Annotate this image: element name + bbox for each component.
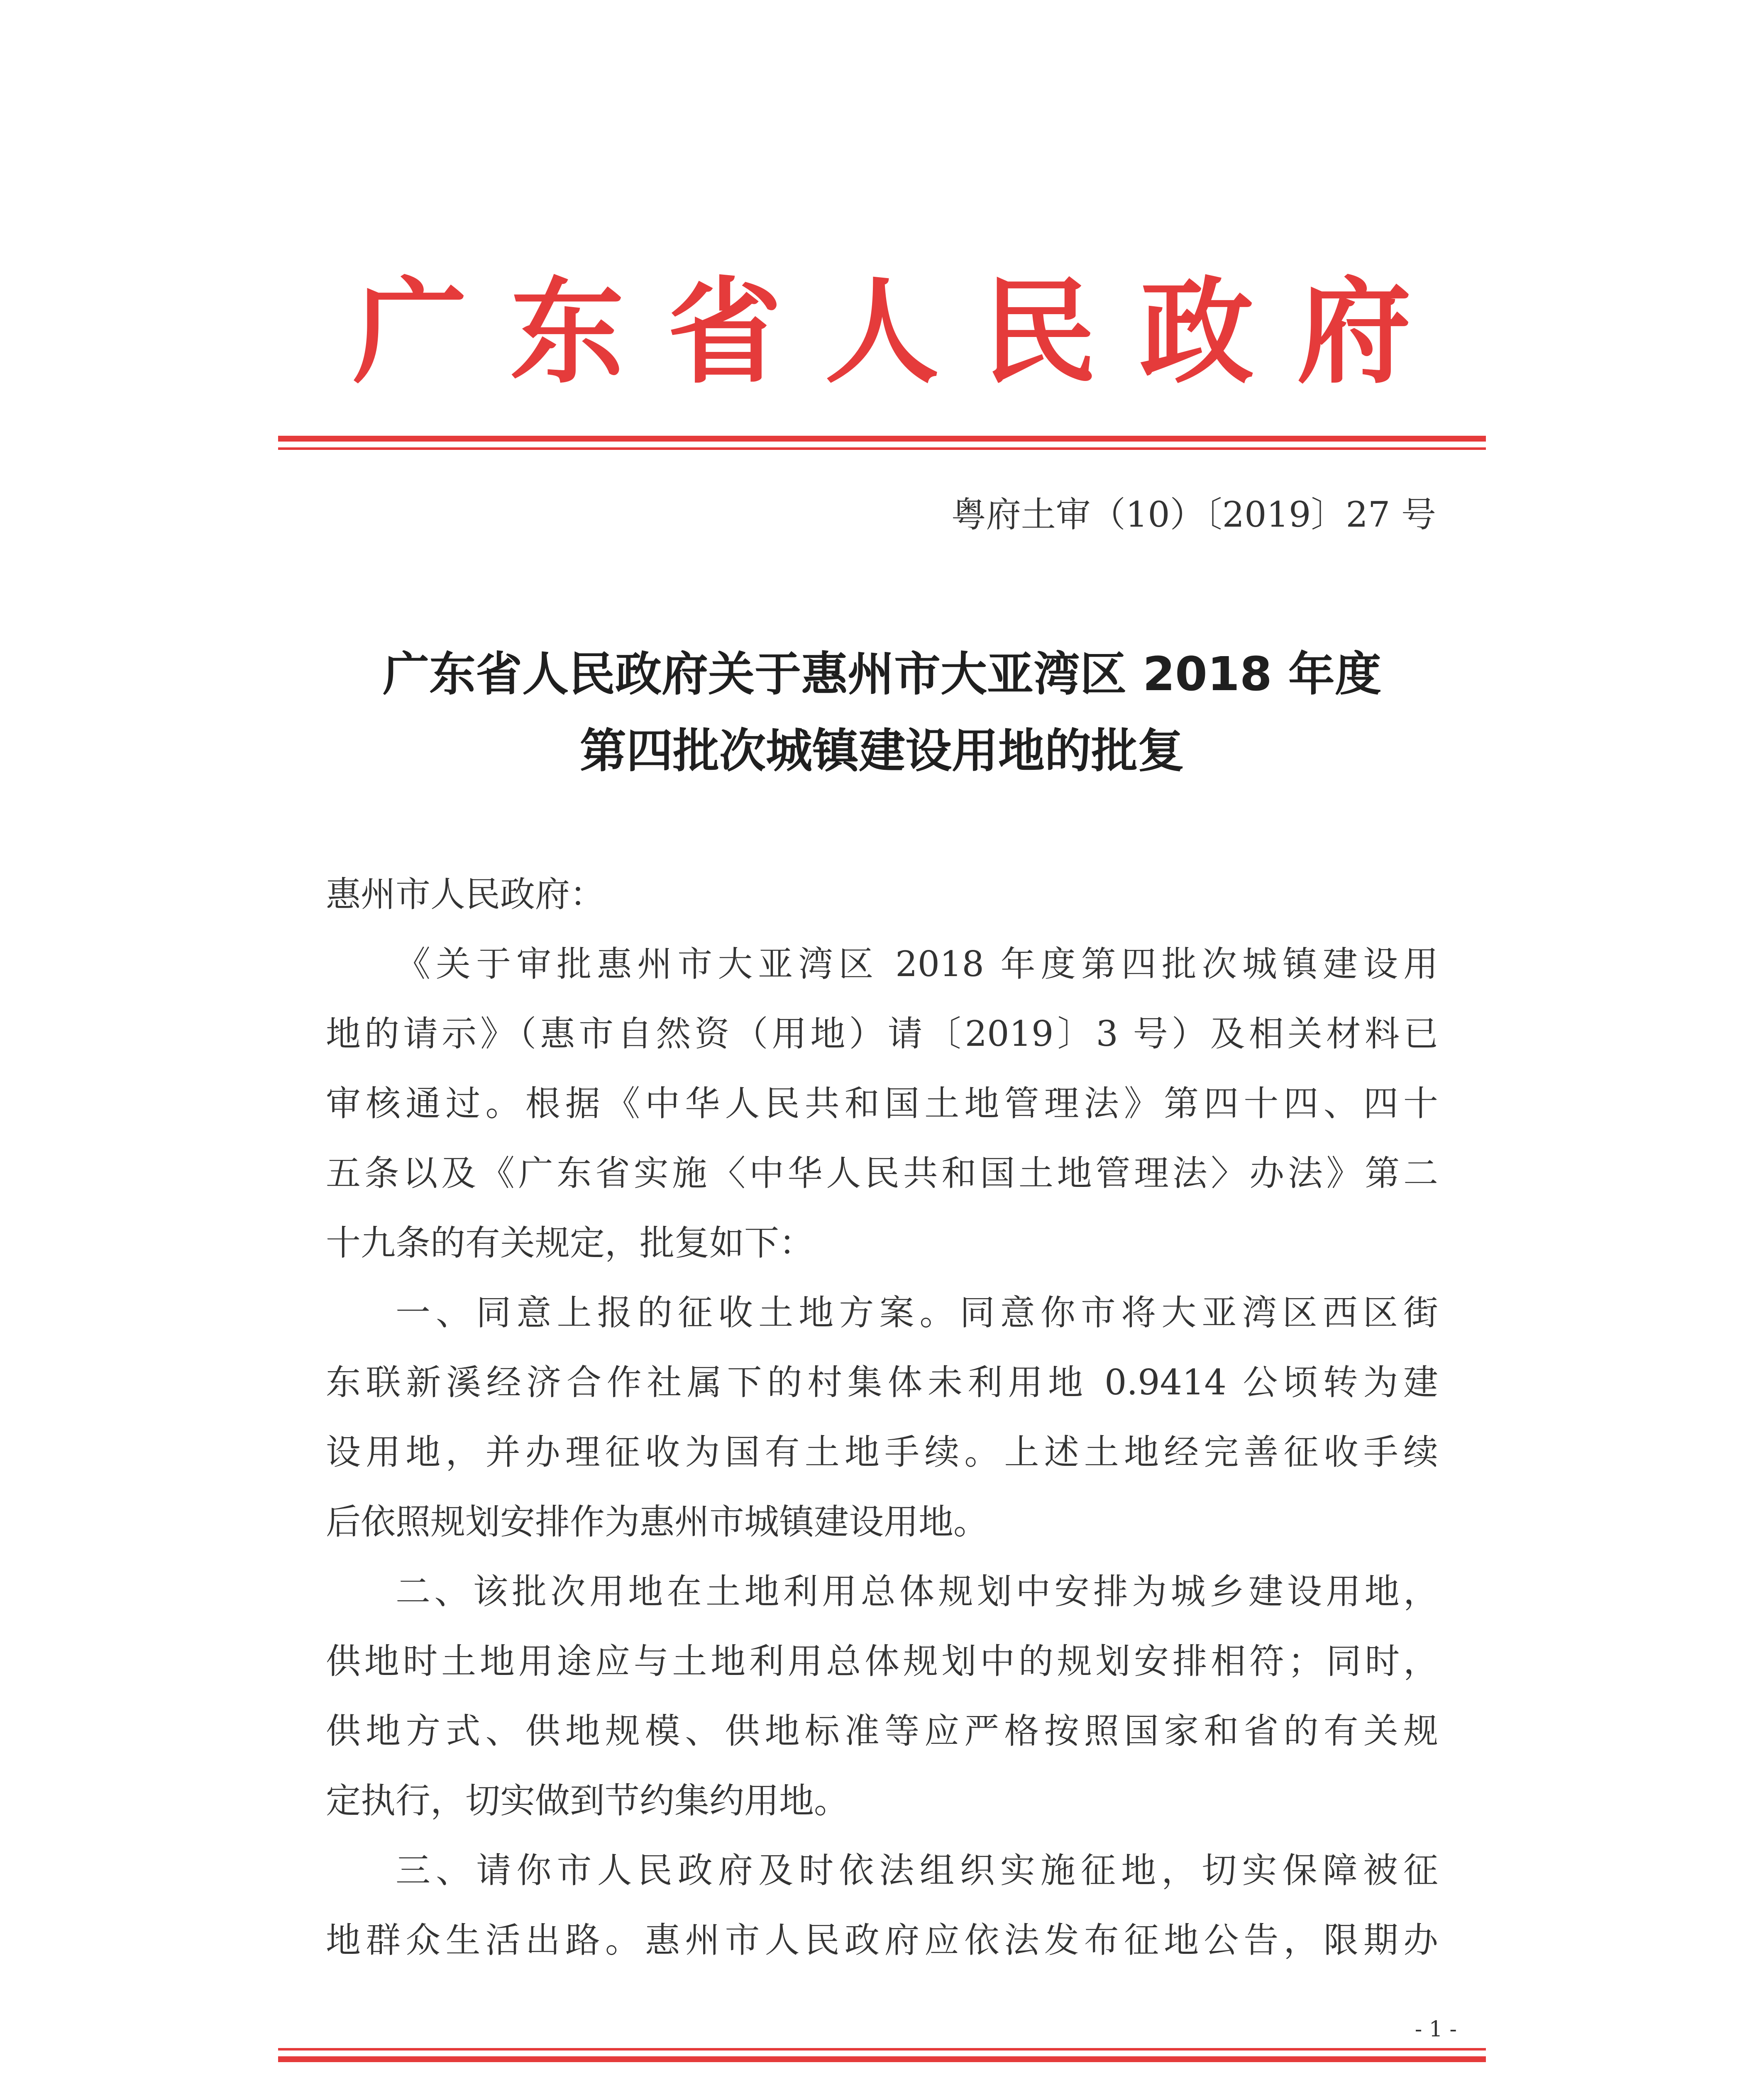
addressee: 惠州市人民政府： bbox=[326, 874, 605, 915]
footer-divider bbox=[278, 2056, 1486, 2062]
page-number: - 1 - bbox=[1415, 2017, 1457, 2042]
body-line: 地的请示》（惠市自然资（用地）请〔2019〕3 号）及相关材料已 bbox=[326, 1013, 1438, 1054]
letterhead-char: 人 bbox=[825, 265, 939, 399]
letterhead-char: 政 bbox=[1139, 265, 1254, 399]
letterhead-char: 省 bbox=[667, 265, 782, 399]
letterhead-char: 东 bbox=[510, 265, 625, 399]
body-line: 二、该批次用地在土地利用总体规划中安排为城乡建设用地， bbox=[396, 1571, 1438, 1612]
letterhead-divider bbox=[278, 436, 1486, 442]
document-number: 粤府土审（10）〔2019〕27 号 bbox=[951, 494, 1436, 535]
body-line: 三、请你市人民政府及时依法组织实施征地，切实保障被征 bbox=[396, 1850, 1438, 1891]
body-line: 东联新溪经济合作社属下的村集体未利用地 0.9414 公顷转为建 bbox=[326, 1362, 1438, 1403]
body-line: 后依照规划安排作为惠州市城镇建设用地。 bbox=[326, 1501, 989, 1542]
letterhead-char: 民 bbox=[982, 265, 1097, 399]
document-title-line-2: 第四批次城镇建设用地的批复 bbox=[580, 724, 1184, 778]
body-line: 《关于审批惠州市大亚湾区 2018 年度第四批次城镇建设用 bbox=[396, 944, 1438, 984]
body-line: 供地方式、供地规模、供地标准等应严格按照国家和省的有关规 bbox=[326, 1711, 1438, 1751]
body-line: 定执行，切实做到节约集约用地。 bbox=[326, 1780, 849, 1821]
body-line: 供地时土地用途应与土地利用总体规划中的规划安排相符；同时， bbox=[326, 1641, 1438, 1682]
footer-divider-thin bbox=[278, 2048, 1486, 2051]
letterhead-char: 广 bbox=[353, 265, 467, 399]
body-line: 五条以及《广东省实施〈中华人民共和国土地管理法〉办法》第二 bbox=[326, 1153, 1438, 1194]
body-line: 一、同意上报的征收土地方案。同意你市将大亚湾区西区街 bbox=[396, 1292, 1438, 1333]
letterhead bbox=[353, 266, 1411, 398]
document-title-line-1: 广东省人民政府关于惠州市大亚湾区 2018 年度 bbox=[383, 647, 1381, 701]
letterhead-divider-thin bbox=[278, 447, 1486, 450]
body-line: 审核通过。根据《中华人民共和国土地管理法》第四十四、四十 bbox=[326, 1083, 1438, 1124]
letterhead-char: 府 bbox=[1297, 265, 1411, 399]
body-line: 地群众生活出路。惠州市人民政府应依法发布征地公告，限期办 bbox=[326, 1920, 1438, 1960]
body-line: 设用地，并办理征收为国有土地手续。上述土地经完善征收手续 bbox=[326, 1432, 1438, 1472]
body-line: 十九条的有关规定，批复如下： bbox=[326, 1223, 814, 1263]
